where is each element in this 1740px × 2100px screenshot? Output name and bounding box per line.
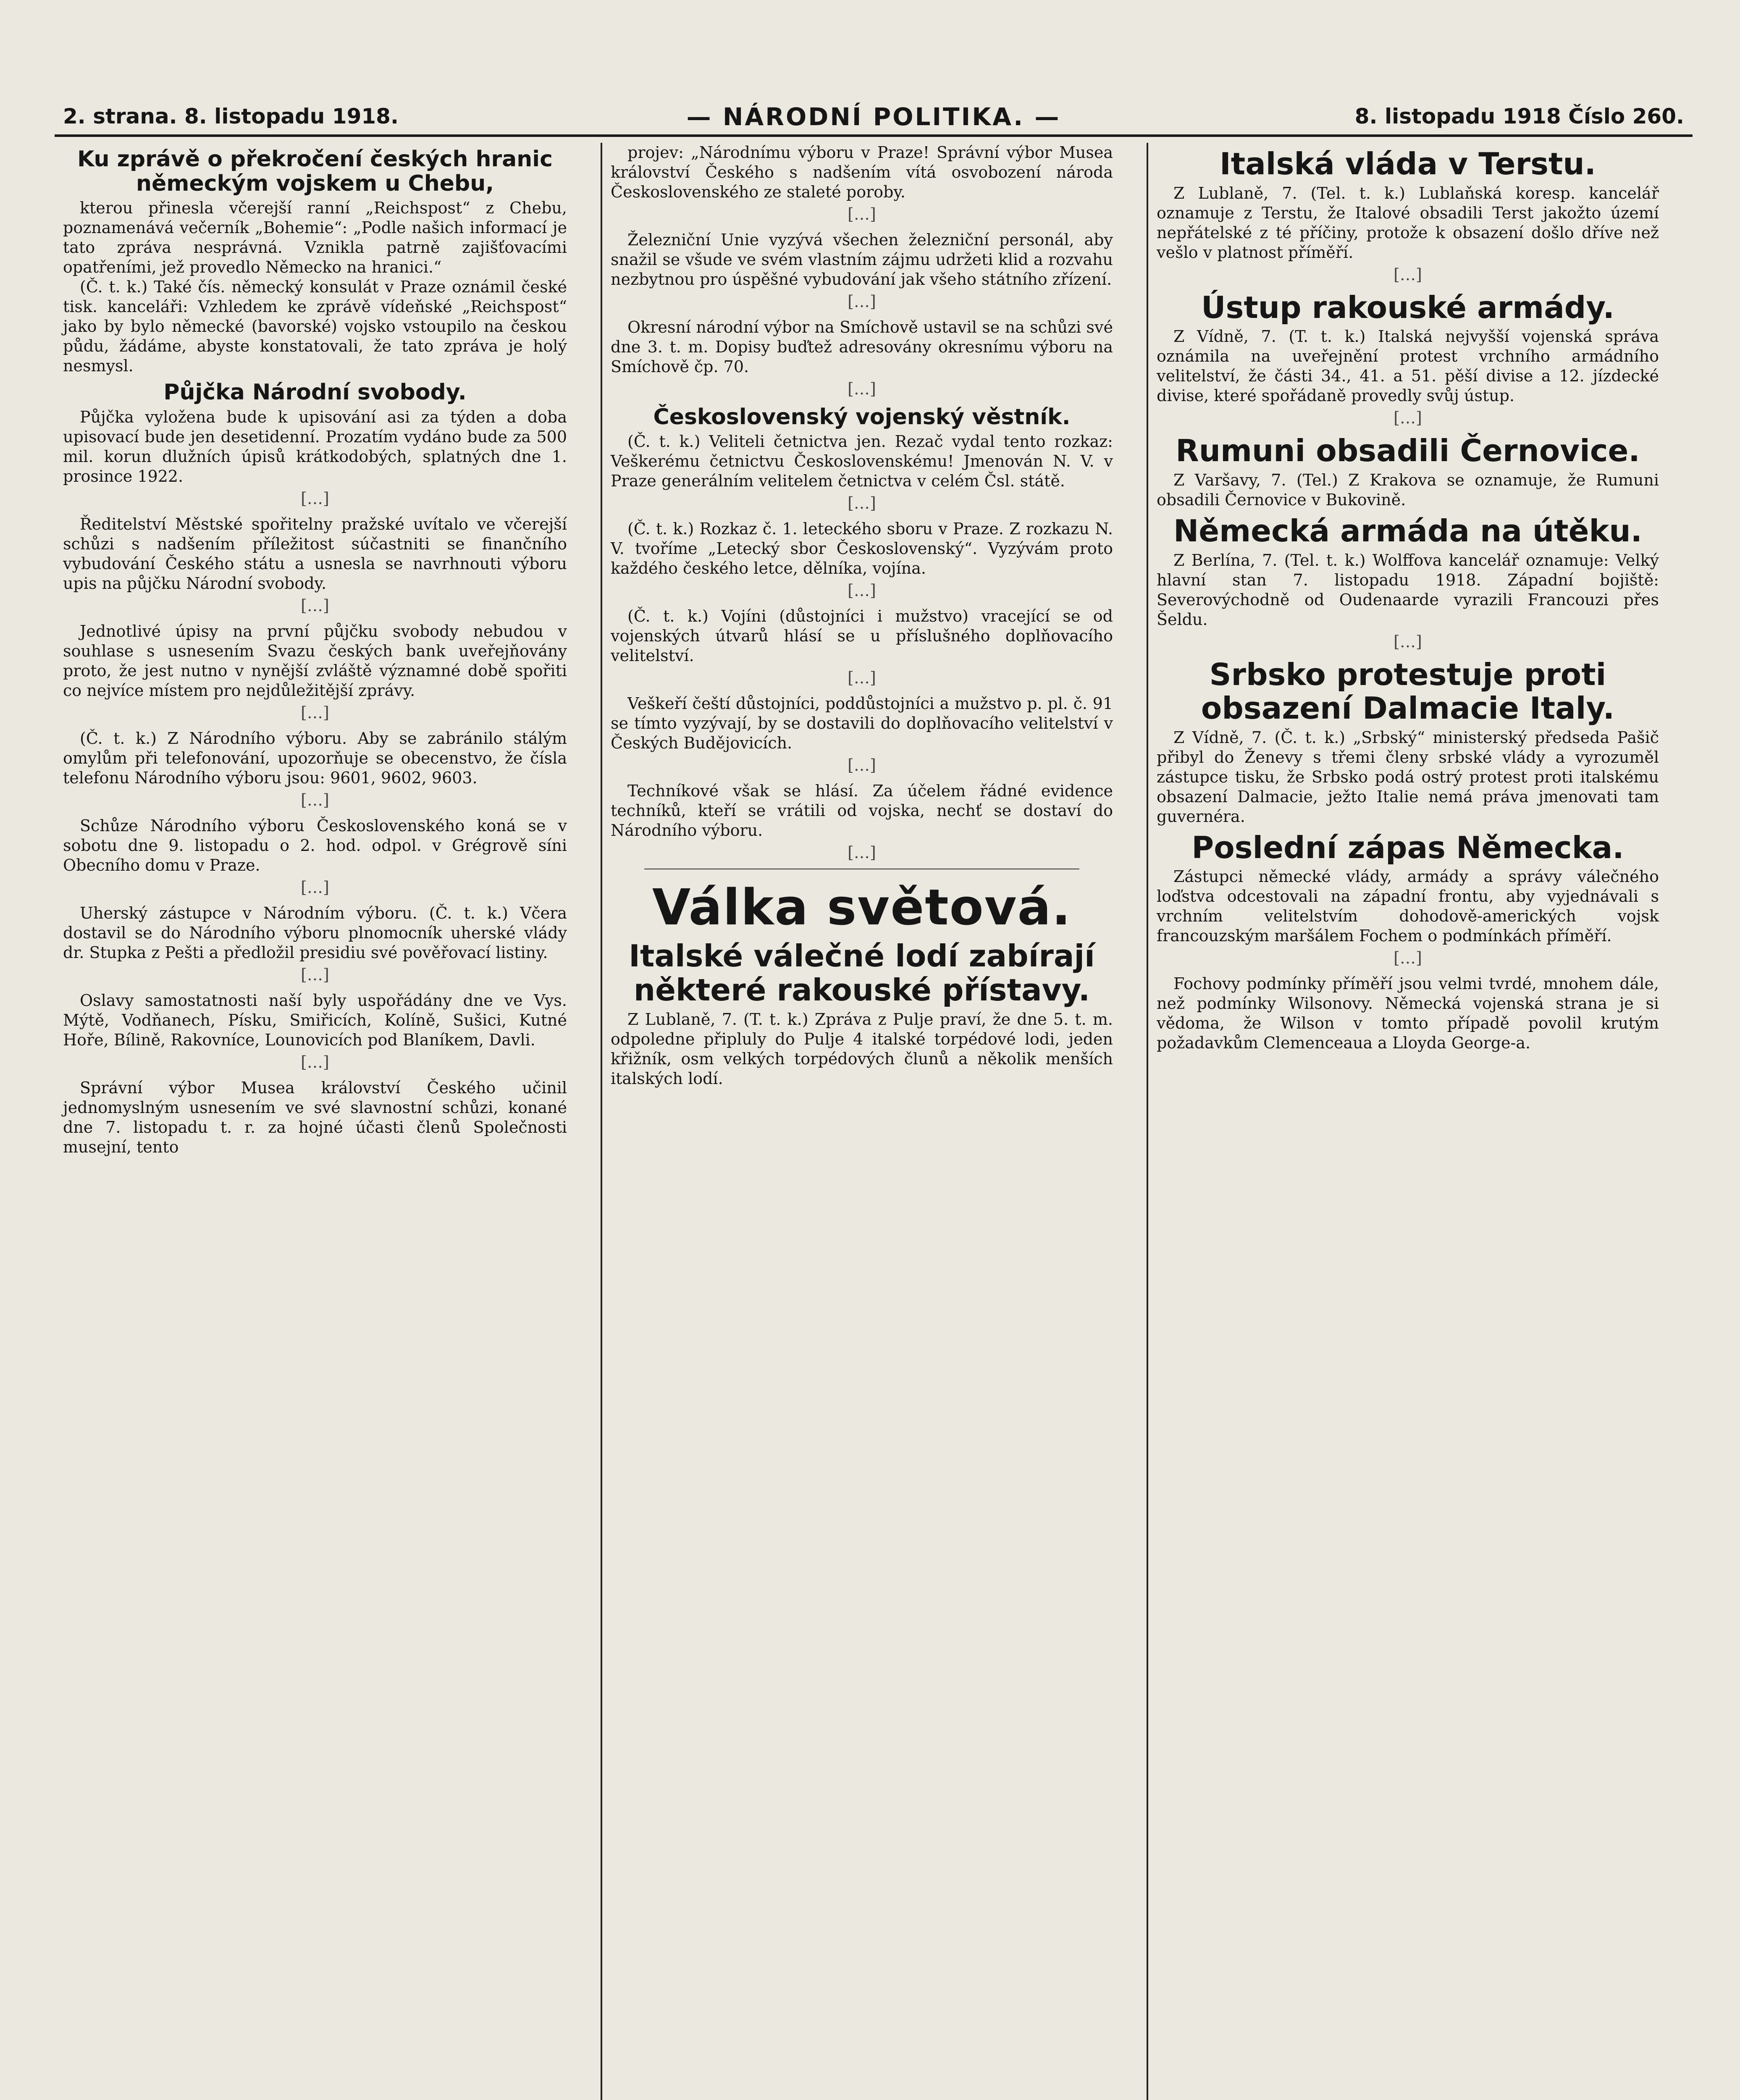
article-railway-union: Železniční Unie vyzývá všechen železniční personál, aby snažil se všude ve svém vlastním zájmu udržeti klid a rozvahu nezbytnou pro úspěšné vybudování jak všeho státního zřízení. [611, 231, 1113, 289]
article-trieste-text: Z Lublaně, 7. (Tel. t. k.) Lublaňská koresp. kancelář oznamuje z Terstu, že Italové obsadili Terst jakožto území nepřátelské z té příčiny, protože k obsazení došlo dříve než vešlo v platnost příměří. [1157, 184, 1659, 262]
headline-cheb: Ku zprávě o překročení českých hranic německým vojskem u Chebu, [77, 147, 553, 197]
column-3 [1147, 143, 1667, 2100]
omitted-text-marker: […] [301, 790, 329, 809]
article-germany-text: Zástupci německé vlády, armády a správy válečného loďstva odcestovali na západní frontu, aby vyjednávali s vrchním velitelstvím dohodově-amerických vojsk francouzským maršálem Fochem o podmínkách příměří. [1157, 867, 1659, 945]
column-2 [601, 143, 1121, 2100]
article-air-corps: (Č. t. k.) Rozkaz č. 1. leteckého sboru v Praze. Z rozkazu N. V. tvoříme „Letecký sbor Československý“. Vyzývám proto každého českého letce, dělníka, vojína. [611, 520, 1113, 578]
issue-number: 8. listopadu 1918 Číslo 260. [1354, 104, 1684, 129]
omitted-text-marker: […] [301, 878, 329, 897]
article-museum: Správní výbor Musea království Českého učinil jednomyslným usnesením ve své slavnostní schůzi, konané dne 7. listopadu t. r. za hojné účasti členů Společnosti musejní, tento [63, 1078, 567, 1156]
masthead [55, 97, 1693, 137]
omitted-text-marker: […] [848, 380, 876, 398]
article-technicians: Techníkové však se hlásí. Za účelem řádné evidence techníků, kteří se vrátili od vojska, nechť se dostaví do Národního výboru. [611, 782, 1113, 840]
article-foch-conditions: Fochovy podmínky příměří jsou velmi tvrdé, mnohem dále, než podmínky Wilsonovy. Německá vojenská strana je si vědoma, že Wilson v tomto případě povolil krutým požadavkům Clemenceaua a Lloyda George-a. [1157, 974, 1659, 1053]
article-loan-text: Půjčka vyložena bude k upisování asi za týden a doba upisovací bude jen desetidenní. Prozatím vydáno bude za 500 mil. korun dlužních úpisů krátkodobých, splatných dne 1. prosince 1922. [63, 407, 567, 486]
headline-loan: Půjčka Národní svobody. [163, 380, 467, 405]
headline-german-army: Německá armáda na útěku. [1173, 513, 1642, 549]
omitted-text-marker: […] [301, 596, 329, 615]
page-date-left: 2. strana. 8. listopadu 1918. [63, 104, 399, 129]
omitted-text-marker: […] [1394, 632, 1422, 651]
article-returning-soldiers: (Č. t. k.) Vojíni (důstojníci i mužstvo) vracející se od vojenských útvarů hlásí se u příslušného doplňovacího velitelství. [611, 607, 1113, 665]
omitted-text-marker: […] [301, 703, 329, 722]
article-national-committee-phone: (Č. t. k.) Z Národního výboru. Aby se zabránilo stálým omylům při telefonování, upozorňuje se obecenstvo, že čísla telefonu Národního výboru jsou: 9601, 9602, 9603. [63, 729, 567, 787]
article-officers-91: Veškeří čeští důstojníci, poddůstojníci a mužstvo p. pl. č. 91 se tímto vyzývají, by se dostavili do doplňovacího velitelství v Českých Budějovicích. [611, 694, 1113, 753]
article-celebrations: Oslavy samostatnosti naší byly uspořádány dne ve Vys. Mýtě, Vodňanech, Písku, Smiřicích, Kolíně, Sušici, Kutné Hoře, Bílině, Rakovníce, Lounovicích pod Blaníkem, Davli. [63, 991, 567, 1049]
headline-chernivtsi: Rumuni obsadili Černovice. [1176, 433, 1640, 469]
article-committee-meeting: Schůze Národního výboru Československého koná se v sobotu dne 9. listopadu o 2. hod. odpol. v Grégrově síni Obecního domu v Praze. [63, 816, 567, 874]
omitted-text-marker: […] [848, 756, 876, 775]
omitted-text-marker: […] [848, 292, 876, 311]
article-retreat-text: Z Vídně, 7. (T. t. k.) Italská nejvyšší vojenská správa oznámila na uveřejnění protest vrchního armádního velitelství, že části 34., 41. a 51. pěší divise a 12. jízdecké divise, které spořádaně provedly svůj ústup. [1157, 327, 1659, 405]
article-savings-bank: Ředitelství Městské spořitelny pražské uvítalo ve včerejší schůzi s nadšením příležitost súčastniti se finančního vybudování Českého státu a usnesla se navrhnouti výboru upis na půjčku Národní svobody. [63, 514, 567, 593]
article-subscriptions: Jednotlivé úpisy na první půjčku svobody nebudou v souhlase s usnesením Svazu českých bank uveřejňovány proto, že jest nutno v nynější zvláště významné době spořiti co nejvíce místem pro nejdůležitější zprávy. [63, 622, 567, 700]
newspaper-page [55, 97, 1693, 2100]
article-cheb-consulate: (Č. t. k.) Také čís. německý konsulát v Praze oznámil české tisk. kanceláři: Vzhledem ke zprávě vídeňské „Reichspost“ jako by bylo německé (bavorské) vojsko vstoupilo na českou půdu, žádáme, abyste konstatovali, že tato zpráva je holý nesmysl. [63, 278, 567, 375]
omitted-text-marker: […] [1394, 949, 1422, 968]
article-cheb-text: kterou přinesla včerejší ranní „Reichspost“ z Chebu, poznamenává večerník „Bohemie“: „Podle našich informací je tato zpráva nesprávná. Vznikla patrně zajišťovacími opatřeními, jež provedlo Německo na hranici.“ [63, 199, 567, 277]
article-museum-proclamation: projev: „Národnímu výboru v Praze! Správní výbor Musea království Českého s nadšením vítá osvobození národa Československého ze staleté poroby. [611, 143, 1113, 201]
article-hungarian-envoy: Uherský zástupce v Národním výboru. (Č. t. k.) Včera dostavil se do Národního výboru plnomocník uherské vlády dr. Stupka z Pešti a předložil presidiu své pověřovací listiny. [63, 903, 567, 962]
headline-trieste: Italská vláda v Terstu. [1219, 146, 1596, 181]
article-german-army-text: Z Berlína, 7. (Tel. t. k.) Wolffova kancelář oznamuje: Velký hlavní stan 7. listopadu 1918. Západní bojiště: Severovýchodně od Oudenaarde vyrazili Francouzi přes Šeldu. [1157, 551, 1659, 629]
omitted-text-marker: […] [848, 669, 876, 688]
newspaper-title: — NÁRODNÍ POLITIKA. — [686, 102, 1061, 131]
headline-italian-ships: Italské válečné lodí zabírají některé rakouské přístavy. [629, 938, 1095, 1008]
article-chernivtsi-text: Z Varšavy, 7. (Tel.) Z Krakova se oznamuje, že Rumuni obsadili Černovice v Bukovině. [1157, 470, 1659, 509]
omitted-text-marker: […] [301, 1053, 329, 1071]
headline-serbia-protest: Srbsko protestuje proti obsazení Dalmacie Italy. [1201, 656, 1615, 726]
headline-germany-last: Poslední zápas Německa. [1191, 830, 1624, 865]
omitted-text-marker: […] [848, 581, 876, 600]
omitted-text-marker: […] [848, 205, 876, 223]
omitted-text-marker: […] [301, 965, 329, 984]
headline-world-war: Válka světová. [652, 878, 1072, 937]
omitted-text-marker: […] [848, 494, 876, 513]
omitted-text-marker: […] [1394, 265, 1422, 284]
headline-military-bulletin: Československý vojenský věstník. [653, 404, 1071, 430]
column-1 [55, 143, 575, 2100]
article-serbia-text: Z Vídně, 7. (Č. t. k.) „Srbský“ ministerský předseda Pašič přibyl do Ženevy s třemi členy srbské vlády a vyrozuměl zástupce tisku, že Srbsko podá ostrý protest proti italskému obsazení Dalmacie, ježto Italie nemá práva jmenovati tam guvernéra. [1157, 728, 1659, 826]
headline-retreat: Ústup rakouské armády. [1201, 289, 1614, 325]
article-gendarmerie: (Č. t. k.) Veliteli četnictva jen. Rezač vydal tento rozkaz: Veškerému četnictvu Československému! Jmenován N. V. v Praze generálním velitelem četnictva v celém Čsl. státě. [611, 432, 1113, 491]
article-smichov-committee: Okresní národní výbor na Smíchově ustavil se na schůzi své dne 3. t. m. Dopisy buďtež adresovány okresnímu výboru na Smíchově čp. 70. [611, 318, 1113, 376]
omitted-text-marker: […] [1394, 409, 1422, 428]
article-italian-ships-text: Z Lublaně, 7. (T. t. k.) Zpráva z Pulje praví, že dne 5. t. m. odpoledne připluly do Pulje 4 italské torpédové lodi, jeden křižník, osm velkých torpédových člunů a několik menších italských lodí. [611, 1010, 1113, 1088]
omitted-text-marker: […] [848, 843, 876, 862]
omitted-text-marker: […] [301, 489, 329, 508]
